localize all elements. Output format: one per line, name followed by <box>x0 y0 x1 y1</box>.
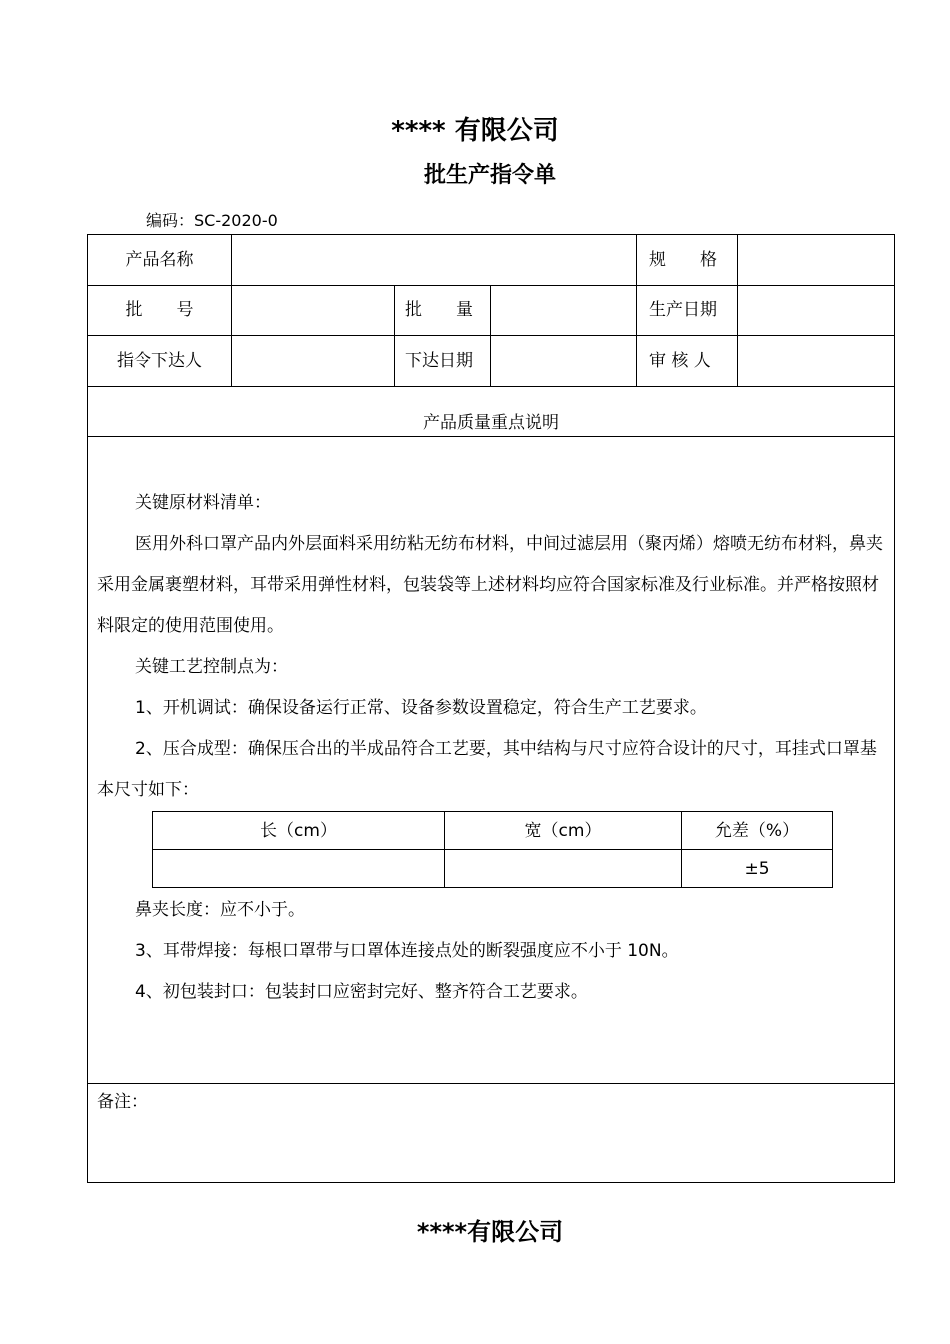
col-divider <box>636 235 637 386</box>
notes-field[interactable] <box>88 1084 894 1182</box>
batch-no-label: 批 号 <box>125 300 194 320</box>
width-header: 宽（cm） <box>445 812 682 850</box>
production-order-form <box>87 234 895 1183</box>
issuer-label: 指令下达人 <box>117 351 202 371</box>
issuer-field[interactable] <box>232 336 394 386</box>
step-3: 3、耳带焊接：每根口罩带与口罩体连接点处的断裂强度应不小于 10N。 <box>135 941 679 961</box>
reviewer-field[interactable] <box>738 336 894 386</box>
spec-field[interactable] <box>738 235 894 285</box>
row-divider <box>88 436 894 437</box>
length-header: 长（cm） <box>153 812 445 850</box>
company-name: **** 有限公司 <box>391 116 559 146</box>
batch-no-field[interactable] <box>232 286 394 335</box>
size-table <box>152 811 833 888</box>
product-name-field[interactable] <box>232 235 636 285</box>
tolerance-header: 允差（%） <box>682 812 833 850</box>
issue-date-field[interactable] <box>491 336 636 386</box>
step-2: 2、压合成型：确保压合出的半成品符合工艺要，其中结构与尺寸应符合设计的尺寸，耳挂式口罩基本尺寸如下： <box>97 739 877 800</box>
step-4: 4、初包装封口：包装封口应密封完好、整齐符合工艺要求。 <box>135 982 588 1002</box>
production-date-label: 生产日期 <box>649 300 717 320</box>
process-heading: 关键工艺控制点为： <box>135 657 288 677</box>
document-code: 编码：SC-2020-0 <box>146 211 278 230</box>
batch-qty-label: 批 量 <box>405 300 473 320</box>
size-table-row <box>153 850 833 888</box>
quality-section-header: 产品质量重点说明 <box>423 413 559 433</box>
length-value[interactable] <box>153 850 445 888</box>
product-name-label: 产品名称 <box>125 250 194 270</box>
batch-qty-field[interactable] <box>491 286 636 335</box>
notes-label: 备注： <box>97 1092 148 1112</box>
materials-text: 医用外科口罩产品内外层面料采用纺粘无纺布材料，中间过滤层用（聚丙烯）熔喷无纺布材料，鼻夹采用金属裹塑材料，耳带采用弹性材料，包装袋等上述材料均应符合国家标准及行业标准。并严格按照材料限定的使用范围使用。 <box>97 534 883 636</box>
reviewer-label: 审 核 人 <box>649 351 711 371</box>
tolerance-value: ±5 <box>682 850 833 888</box>
row-divider <box>88 386 894 387</box>
document-title: 批生产指令单 <box>423 163 556 188</box>
width-value[interactable] <box>445 850 682 888</box>
col-divider <box>394 285 395 386</box>
nose-clip-length: 鼻夹长度：应不小于。 <box>135 900 305 920</box>
issue-date-label: 下达日期 <box>405 351 473 371</box>
size-table-header-row <box>153 812 833 850</box>
footer-company-name: ****有限公司 <box>416 1218 564 1246</box>
spec-label: 规 格 <box>649 250 717 270</box>
production-date-field[interactable] <box>738 286 894 335</box>
materials-heading: 关键原材料清单： <box>135 493 271 513</box>
quality-content <box>97 483 888 1013</box>
step-1: 1、开机调试：确保设备运行正常、设备参数设置稳定，符合生产工艺要求。 <box>135 698 707 718</box>
